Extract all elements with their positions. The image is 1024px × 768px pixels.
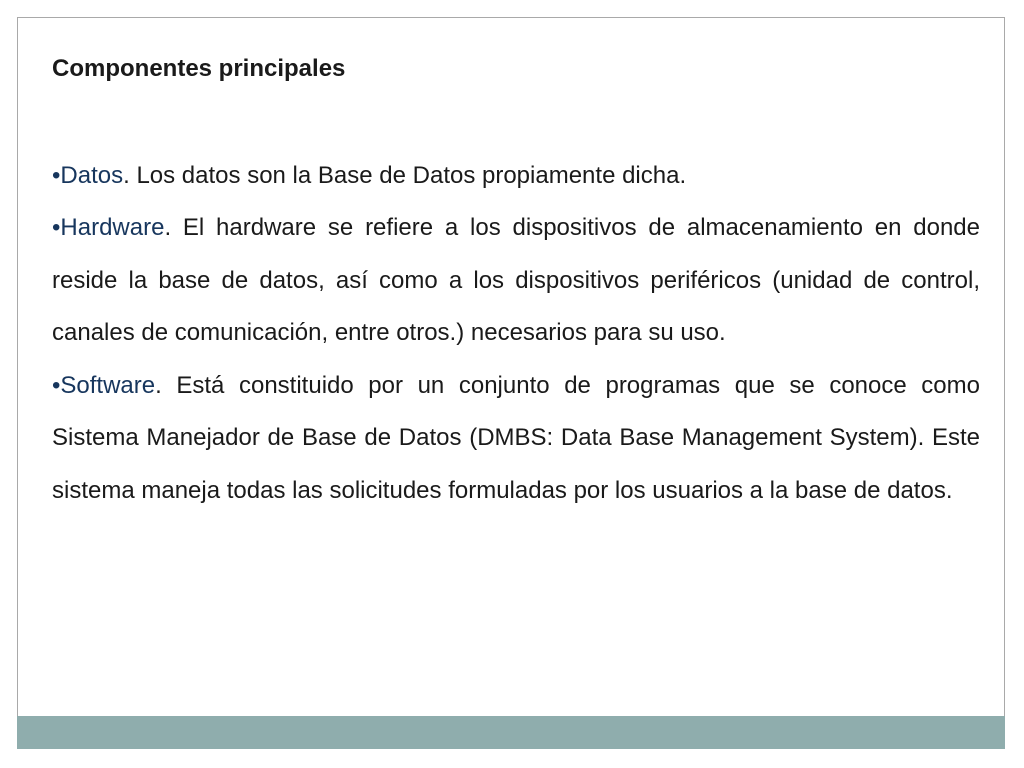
bullet-marker: •	[52, 214, 61, 241]
bullet-item-datos	[52, 150, 980, 202]
bullet-item-hardware	[52, 202, 980, 360]
bullet-term: Datos	[60, 162, 124, 189]
bullet-term: Software	[60, 371, 156, 399]
bullet-marker: •	[52, 371, 61, 399]
bullet-text: . Está constituido por un conjunto de programas que se conoce como Sistema Manejador de Base de Datos (DMBS: Data Base Management System). Este sistema maneja todas las solicitudes formuladas por los usuarios a la base de datos.	[52, 371, 980, 504]
slide-heading: Componentes principales	[52, 55, 346, 82]
bullet-term: Hardware	[60, 214, 165, 241]
bullet-text: . Los datos son la Base de Datos propiamente dicha.	[123, 162, 687, 189]
slide-footer-bar	[17, 716, 1005, 749]
bullet-text: . El hardware se refiere a los dispositivos de almacenamiento en donde reside la base de datos, así como a los dispositivos periféricos (unidad de control, canales de comunicación, entre otros.) necesarios para su uso.	[52, 214, 980, 346]
bullet-marker: •	[52, 162, 61, 189]
bullet-item-software	[52, 360, 980, 518]
slide-content	[52, 50, 980, 517]
